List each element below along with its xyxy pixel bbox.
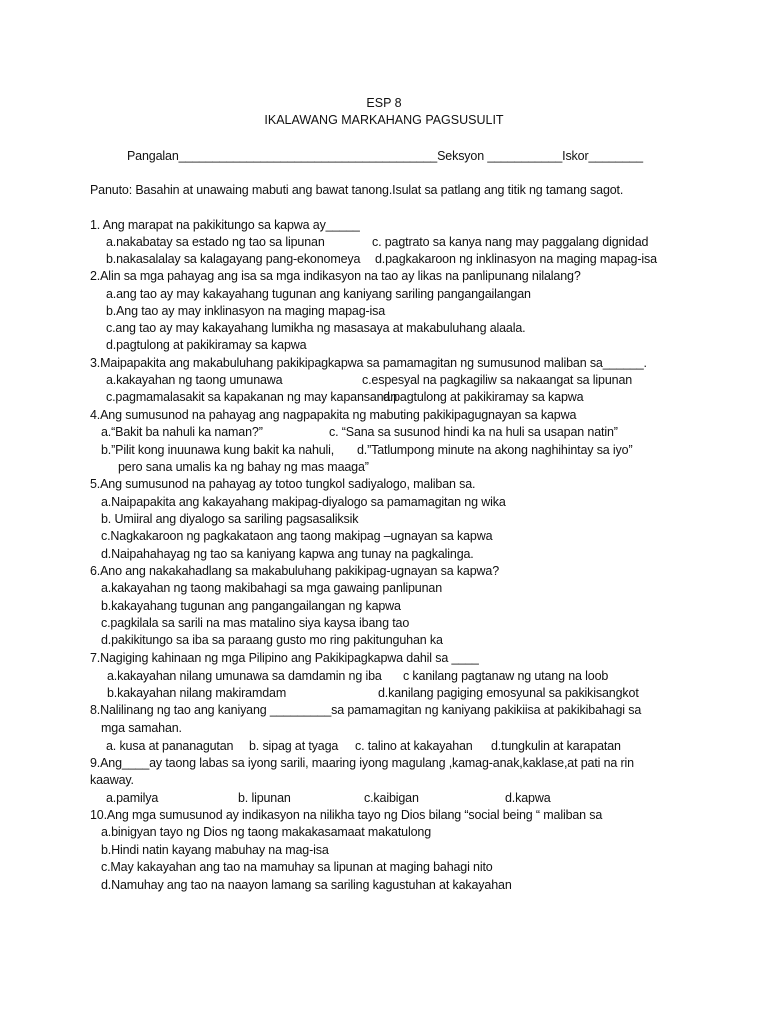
choice: a.kakayahan nilang umunawa sa damdamin ng iba: [107, 669, 382, 683]
choice: a.kakayahan ng taong umunawa: [106, 373, 283, 387]
choice: d.Namuhay ang tao na naayon lamang sa sariling kagustuhan at kakayahan: [101, 878, 512, 892]
choice: a.“Bakit ba nahuli ka naman?”: [101, 425, 263, 439]
choice: a.Naipapakita ang kakayahang makipag-diyalogo sa pamamagitan ng wika: [101, 495, 506, 509]
choice: a.binigyan tayo ng Dios ng taong makakasamaat makatulong: [101, 825, 432, 839]
question-stem: 8.Nalilinang ng tao ang kaniyang _________sa pamamagitan ng kaniyang pakikiisa at pakikibahagi sa: [90, 703, 642, 717]
choice-continuation: pero sana umalis ka ng bahay ng mas maaga”: [118, 460, 369, 474]
choice: b.kakayahang tugunan ang pangangailangan ng kapwa: [101, 599, 401, 613]
question-stem: 1. Ang marapat na pakikitungo sa kapwa ay_____: [90, 218, 360, 232]
subject-heading: ESP 8: [366, 96, 402, 110]
choice: d.”Tatlumpong minute na akong naghihintay sa iyo”: [357, 443, 633, 457]
choice: c.Nagkakaroon ng pagkakataon ang taong makipag –ugnayan sa kapwa: [101, 529, 493, 543]
choice: d.pagkakaroon ng inklinasyon na maging mapag-isa: [375, 252, 657, 266]
choice: a. kusa at pananagutan: [106, 739, 234, 753]
choice: d.pakikitungo sa iba sa paraang gusto mo ring pakitunguhan ka: [101, 633, 443, 647]
name-section-score-line: Pangalan______________________________________Seksyon ___________Iskor________: [127, 149, 643, 163]
question-stem-continuation: kaaway.: [90, 773, 134, 787]
choice: c. talino at kakayahan: [355, 739, 473, 753]
choice: c.kaibigan: [364, 791, 419, 805]
question-stem: 6.Ano ang nakakahadlang sa makabuluhang pakikipag-ugnayan sa kapwa?: [90, 564, 500, 578]
choice: b.kakayahan nilang makiramdam: [107, 686, 287, 700]
choice: b.Hindi natin kayang mabuhay na mag-isa: [101, 843, 329, 857]
choice: b. sipag at tyaga: [249, 739, 339, 753]
choice: d.pagtulong at pakikiramay sa kapwa: [106, 338, 307, 352]
choice: c.May kakayahan ang tao na mamuhay sa lipunan at maging bahagi nito: [101, 860, 493, 874]
choice: a.pamilya: [106, 791, 159, 805]
choice: b.nakasalalay sa kalagayang pang-ekonomeya: [106, 252, 361, 266]
choice: d.tungkulin at karapatan: [491, 739, 621, 753]
choice: c.pagkilala sa sarili na mas matalino siya kaysa ibang tao: [101, 616, 410, 630]
instructions: Panuto: Basahin at unawaing mabuti ang bawat tanong.Isulat sa patlang ang titik ng tamang sagot.: [90, 183, 624, 197]
question-stem: 4.Ang sumusunod na pahayag ang nagpapakita ng mabuting pakikipagugnayan sa kapwa: [90, 408, 577, 422]
choice: b.Ang tao ay may inklinasyon na maging mapag-isa: [106, 304, 386, 318]
choice: d.kapwa: [505, 791, 551, 805]
choice: a.ang tao ay may kakayahang tugunan ang kaniyang sariling pangangailangan: [106, 287, 531, 301]
choice: b.”Pilit kong inuunawa kung bakit ka nahuli,: [101, 443, 335, 457]
question-stem-continuation: mga samahan.: [101, 721, 182, 735]
choice: c. “Sana sa susunod hindi ka na huli sa usapan natin”: [329, 425, 618, 439]
choice: a.nakabatay sa estado ng tao sa lipunan: [106, 235, 325, 249]
choice: c kanilang pagtanaw ng utang na loob: [403, 669, 609, 683]
choice: d.Naipahahayag ng tao sa kaniyang kapwa ang tunay na pagkalinga.: [101, 547, 474, 561]
choice: d.kanilang pagiging emosyunal sa pakikisangkot: [378, 686, 639, 700]
question-stem: 7.Nagiging kahinaan ng mga Pilipino ang Pakikipagkapwa dahil sa ____: [90, 651, 479, 665]
choice: b. lipunan: [238, 791, 291, 805]
question-stem: 5.Ang sumusunod na pahayag ay totoo tungkol sadiyalogo, maliban sa.: [90, 477, 476, 491]
choice: d.pagtulong at pakikiramay sa kapwa: [383, 390, 584, 404]
choice: c.pagmamalasakit sa kapakanan ng may kapansanan: [106, 390, 398, 404]
exam-title: IKALAWANG MARKAHANG PAGSUSULIT: [264, 113, 504, 127]
choice: c. pagtrato sa kanya nang may paggalang dignidad: [372, 235, 649, 249]
question-stem: 10.Ang mga sumusunod ay indikasyon na nilikha tayo ng Dios bilang “social being “ maliban sa: [90, 808, 603, 822]
question-stem: 2.Alin sa mga pahayag ang isa sa mga indikasyon na tao ay likas na panlipunang nilalang?: [90, 269, 581, 283]
choice: c.ang tao ay may kakayahang lumikha ng masasaya at makabuluhang alaala.: [106, 321, 526, 335]
question-stem: 9.Ang____ay taong labas sa iyong sarili, maaring iyong magulang ,kamag-anak,kaklase,at pati na rin: [90, 756, 634, 770]
choice: b. Umiiral ang diyalogo sa sariling pagsasaliksik: [101, 512, 359, 526]
choice: a.kakayahan ng taong makibahagi sa mga gawaing panlipunan: [101, 581, 443, 595]
question-stem: 3.Maipapakita ang makabuluhang pakikipagkapwa sa pamamagitan ng sumusunod maliban sa______.: [90, 356, 647, 370]
choice: c.espesyal na pagkagiliw sa nakaangat sa lipunan: [362, 373, 633, 387]
